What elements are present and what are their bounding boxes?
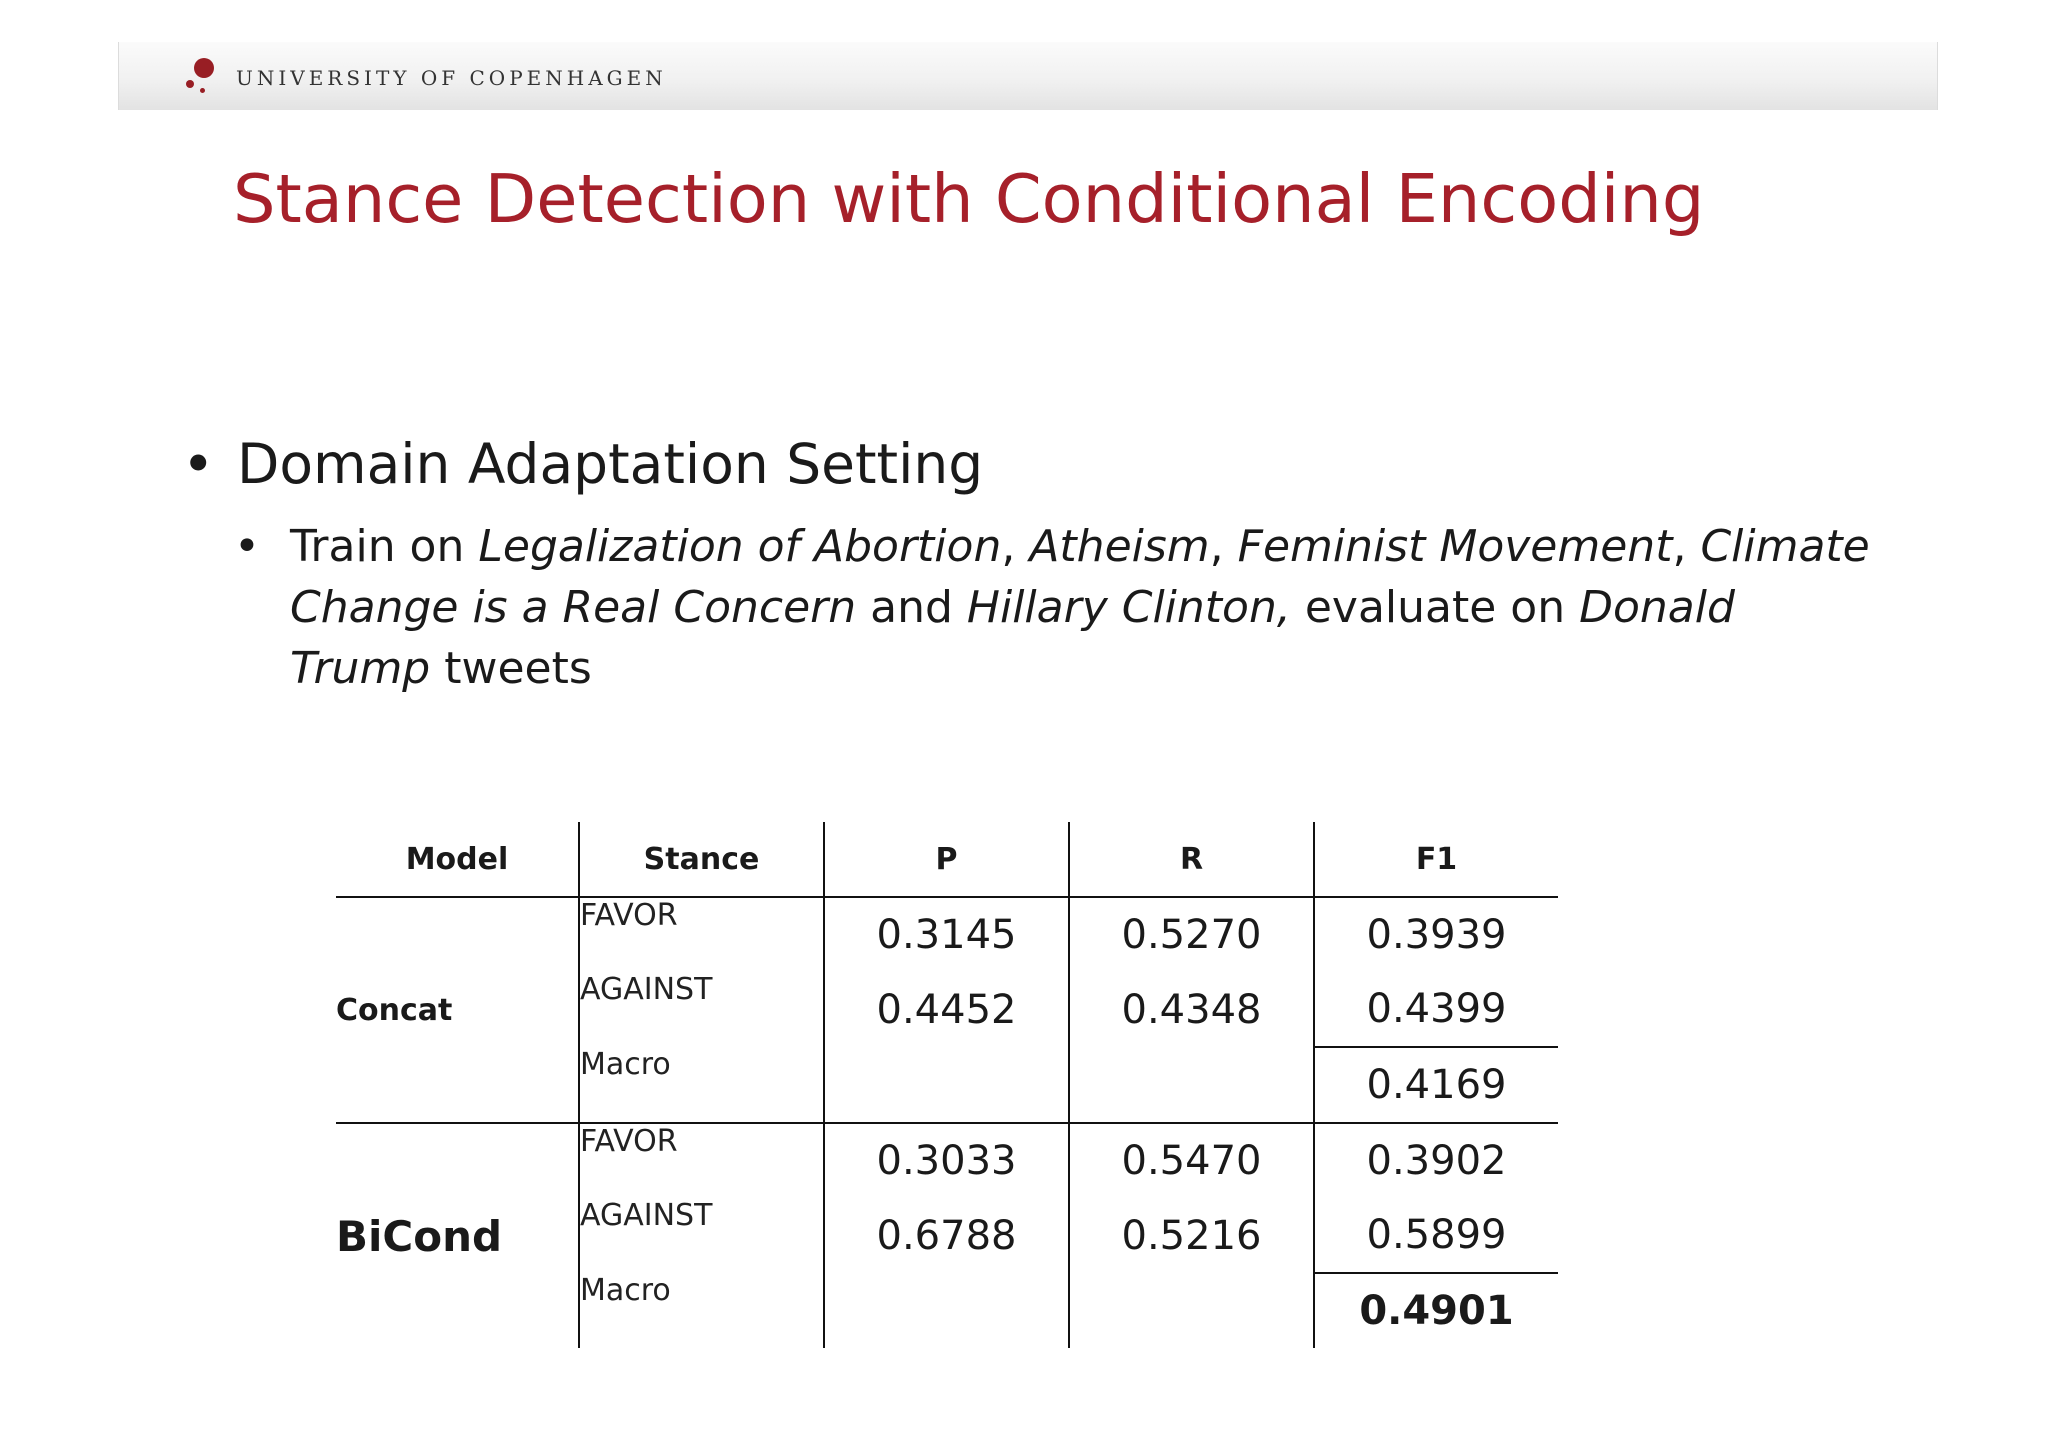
r-cell: 0.4348 xyxy=(1069,972,1314,1047)
r-cell: 0.5470 xyxy=(1069,1123,1314,1198)
table-row xyxy=(336,1123,1558,1198)
stance-cell: AGAINST xyxy=(579,1198,824,1273)
r-cell: 0.5216 xyxy=(1069,1198,1314,1273)
university-logo-icon xyxy=(186,58,220,98)
model-concat: Concat xyxy=(336,897,579,1123)
r-cell xyxy=(1069,1047,1314,1123)
f1-cell: 0.4399 xyxy=(1314,972,1558,1047)
header-model: Model xyxy=(336,822,579,897)
p-cell: 0.3145 xyxy=(824,897,1069,972)
bullet-domain-adaptation xyxy=(182,432,983,496)
f1-cell: 0.3902 xyxy=(1314,1123,1558,1198)
target-hillary: Hillary Clinton, xyxy=(966,582,1291,633)
stance-cell: FAVOR xyxy=(579,1123,824,1198)
f1-cell: 0.3939 xyxy=(1314,897,1558,972)
target-trump: Donald Trump xyxy=(290,582,1735,694)
f1-cell: 0.5899 xyxy=(1314,1198,1558,1273)
sub-bullet-text: Train on Legalization of Abortion, Atheism, Feminist Movement, Climate Change is a Real Concern and Hillary Clinton, evaluate on Donald Trump tweets xyxy=(290,521,1870,694)
macro-f1-cell: 0.4169 xyxy=(1314,1047,1558,1123)
sub-bullet-dot: • xyxy=(234,521,260,572)
p-cell: 0.6788 xyxy=(824,1198,1069,1273)
best-macro-f1-cell: 0.4901 xyxy=(1314,1273,1558,1348)
header-r: R xyxy=(1069,822,1314,897)
header-f1: F1 xyxy=(1314,822,1558,897)
table-header-row xyxy=(336,822,1558,897)
target-atheism: Atheism xyxy=(1029,521,1210,572)
header-p: P xyxy=(824,822,1069,897)
header-stance: Stance xyxy=(579,822,824,897)
target-climate: Climate Change is a Real Concern xyxy=(290,521,1870,633)
target-feminist: Feminist Movement xyxy=(1237,521,1673,572)
slide-title: Stance Detection with Conditional Encoding xyxy=(233,160,1705,238)
r-cell: 0.5270 xyxy=(1069,897,1314,972)
target-abortion: Legalization of Abortion xyxy=(478,521,1002,572)
institution-name: UNIVERSITY OF COPENHAGEN xyxy=(236,66,667,90)
stance-cell: FAVOR xyxy=(579,897,824,972)
r-cell xyxy=(1069,1273,1314,1348)
stance-cell: AGAINST xyxy=(579,972,824,1047)
stance-cell: Macro xyxy=(579,1273,824,1348)
p-cell xyxy=(824,1047,1069,1123)
p-cell xyxy=(824,1273,1069,1348)
bullet-dot: • xyxy=(182,432,215,496)
table-row xyxy=(336,897,1558,972)
model-bicond: BiCond xyxy=(336,1211,503,1261)
p-cell: 0.4452 xyxy=(824,972,1069,1047)
p-cell: 0.3033 xyxy=(824,1123,1069,1198)
bullet-text: Domain Adaptation Setting xyxy=(237,432,984,496)
stance-cell: Macro xyxy=(579,1047,824,1123)
results-table xyxy=(336,822,1558,1348)
sub-bullet-training-setup xyxy=(234,516,1874,699)
